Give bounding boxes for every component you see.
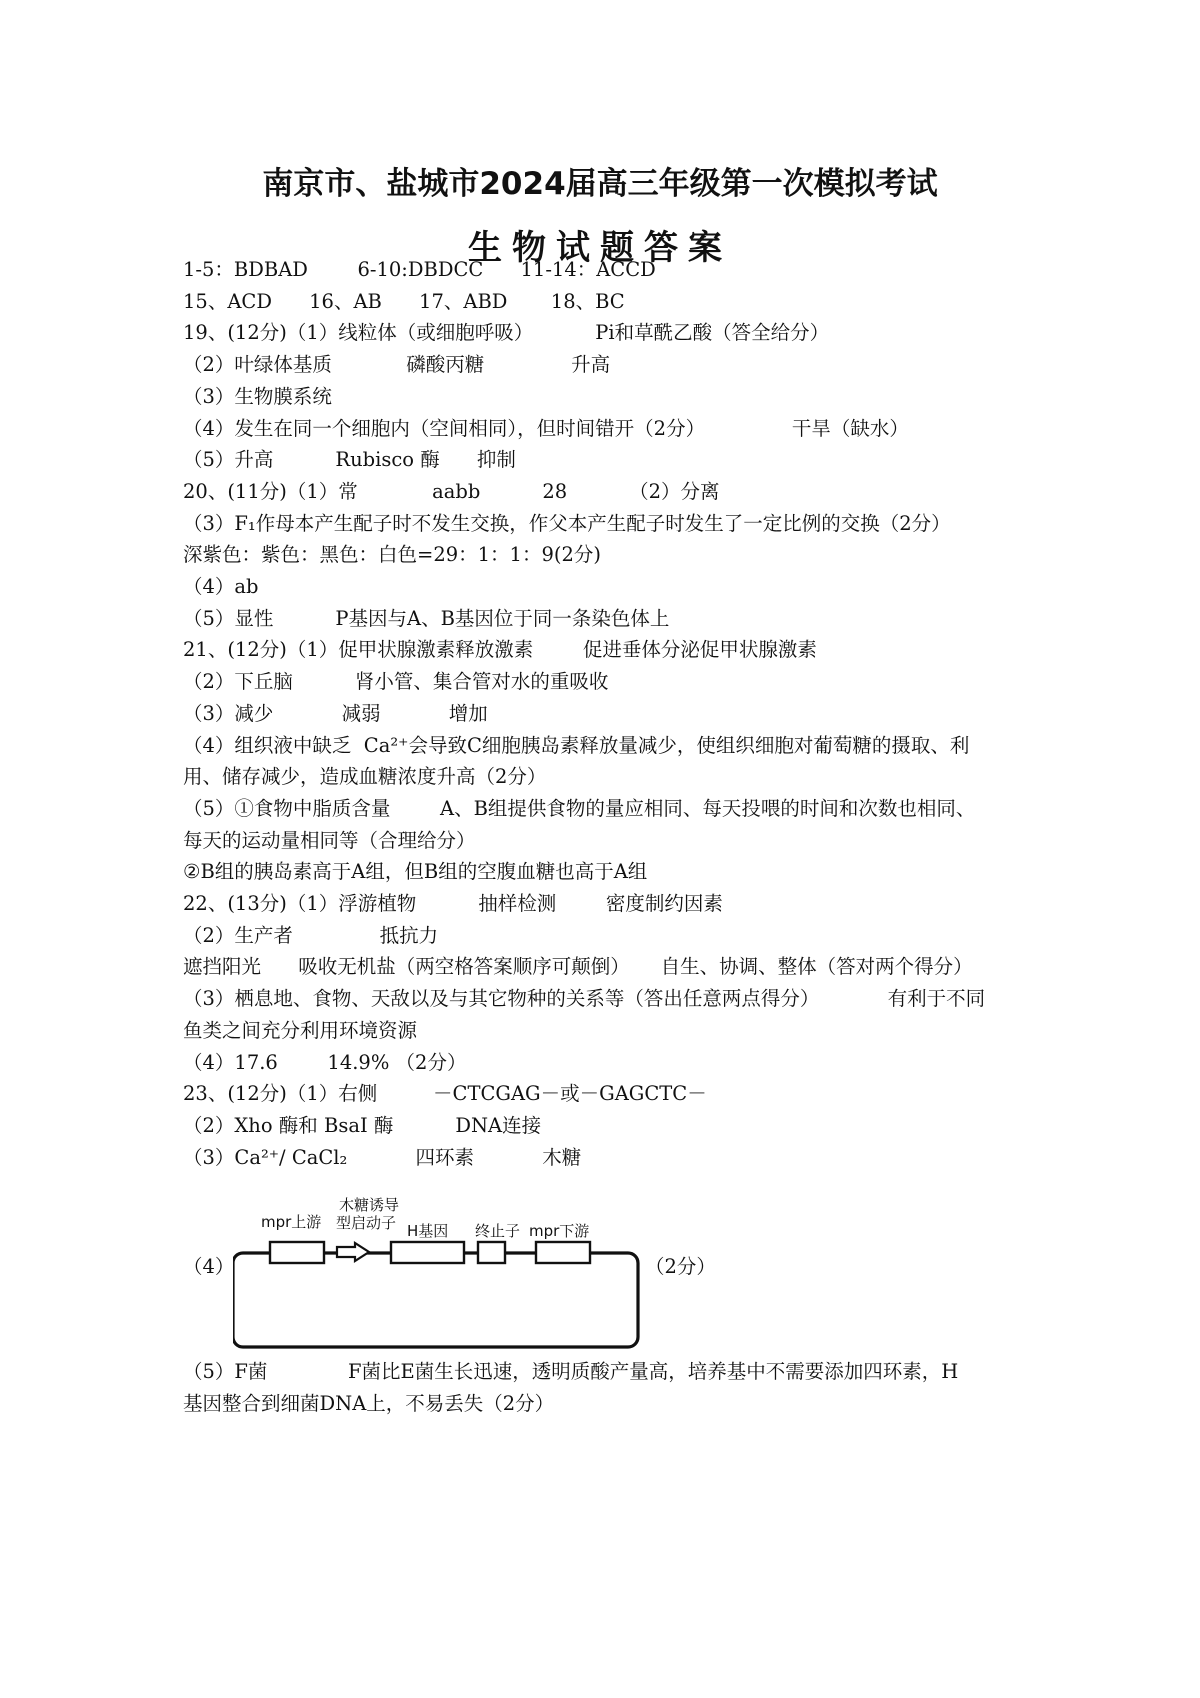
- answer-line: （3）栖息地、食物、天敌以及与其它物种的关系等（答出任意两点得分） 有利于不同: [183, 987, 986, 1011]
- answer-line: （4）组织液中缺乏 Ca²⁺会导致C细胞胰岛素释放量减少，使组织细胞对葡萄糖的摄取、利: [183, 733, 970, 757]
- answer-line: （4）17.6 14.9% （2分）: [183, 1050, 467, 1074]
- answer-line: （5）升高 Rubisco 酶 抑制: [183, 448, 516, 472]
- answer-line: （4）ab: [183, 575, 259, 598]
- label-mpr-upstream: mpr上游: [261, 1213, 322, 1231]
- answer-line: 用、储存减少，造成血糖浓度升高（2分）: [183, 765, 547, 789]
- answer-line: 22、(13分)（1）浮游植物 抽样检测 密度制约因素: [183, 892, 723, 915]
- h-gene-box: [391, 1242, 464, 1263]
- page-title: 南京市、盐城市2024届高三年级第一次模拟考试: [262, 166, 938, 202]
- answer-line: （5）①食物中脂质含量 A、B组提供食物的量应相同、每天投喂的时间和次数也相同、: [183, 796, 976, 820]
- answer-line: 1-5：BDBAD 6-10:DBDCC 11-14：ACCD: [183, 258, 656, 281]
- label-terminator: 终止子: [475, 1222, 521, 1240]
- label-h-gene: H基因: [407, 1222, 449, 1240]
- answer-line: 23、(12分)（1）右侧 －CTCGAG－或－GAGCTC－: [183, 1082, 707, 1106]
- answer-line: （5）显性 P基因与A、B基因位于同一条染色体上: [183, 606, 670, 630]
- answer-line: （2）叶绿体基质 磷酸丙糖 升高: [183, 353, 611, 377]
- answer-line: 20、(11分)（1）常 aabb 28 （2）分离: [183, 479, 720, 503]
- answer-line: （3）生物膜系统: [183, 384, 332, 408]
- answer-line: （4）发生在同一个细胞内（空间相同），但时间错开（2分） 干旱（缺水）: [183, 416, 909, 440]
- answer-line: （5）F菌 F菌比E菌生长迅速，透明质酸产量高，培养基中不需要添加四环素，H: [183, 1360, 959, 1383]
- answer-line: 19、(12分)（1）线粒体（或细胞呼吸） Pi和草酰乙酸（答全给分）: [183, 321, 830, 345]
- answer-line: 21、(12分)（1）促甲状腺激素释放激素 促进垂体分泌促甲状腺激素: [183, 638, 817, 662]
- label-promoter-line1: 木糖诱导: [339, 1196, 400, 1214]
- label-mpr-downstream: mpr下游: [529, 1222, 590, 1240]
- answer-line: （3）F₁作母本产生配子时不发生交换，作父本产生配子时发生了一定比例的交换（2分）: [183, 511, 951, 535]
- plasmid-diagram: [233, 1195, 643, 1355]
- mpr-upstream-box: [270, 1242, 324, 1263]
- answer-line: 基因整合到细菌DNA上，不易丢失（2分）: [183, 1391, 555, 1415]
- mpr-downstream-box: [536, 1242, 590, 1263]
- figure-score: （2分）: [645, 1255, 716, 1278]
- plasmid-ring: [233, 1253, 638, 1347]
- answer-line: 鱼类之间充分利用环境资源: [183, 1018, 418, 1042]
- answer-line: 15、ACD 16、AB 17、ABD 18、BC: [183, 289, 625, 313]
- plasmid-figure: [183, 1195, 1063, 1355]
- answer-line: （3）减少 减弱 增加: [183, 701, 488, 725]
- answer-line: ②B组的胰岛素高于A组，但B组的空腹血糖也高于A组: [183, 860, 648, 884]
- answer-line: 深紫色：紫色：黑色：白色=29：1：1：9(2分): [183, 543, 601, 567]
- promoter-arrow: [337, 1243, 369, 1261]
- answer-line: （3）Ca²⁺/ CaCl₂ 四环素 木糖: [183, 1145, 582, 1169]
- answer-line: 每天的运动量相同等（合理给分）: [183, 828, 476, 852]
- answer-line: 遮挡阳光 吸收无机盐（两空格答案顺序可颠倒） 自生、协调、整体（答对两个得分）: [183, 955, 973, 979]
- terminator-box: [478, 1242, 505, 1263]
- figure-question-label: （4）: [183, 1255, 235, 1278]
- page-subtitle: 生物试题答案: [468, 228, 732, 268]
- answer-line: （2）生产者 抵抗力: [183, 923, 439, 947]
- answer-line: （2）Xho 酶和 BsaI 酶 DNA连接: [183, 1113, 542, 1137]
- label-promoter-line2: 型启动子: [336, 1214, 397, 1232]
- answer-line: （2）下丘脑 肾小管、集合管对水的重吸收: [183, 670, 609, 694]
